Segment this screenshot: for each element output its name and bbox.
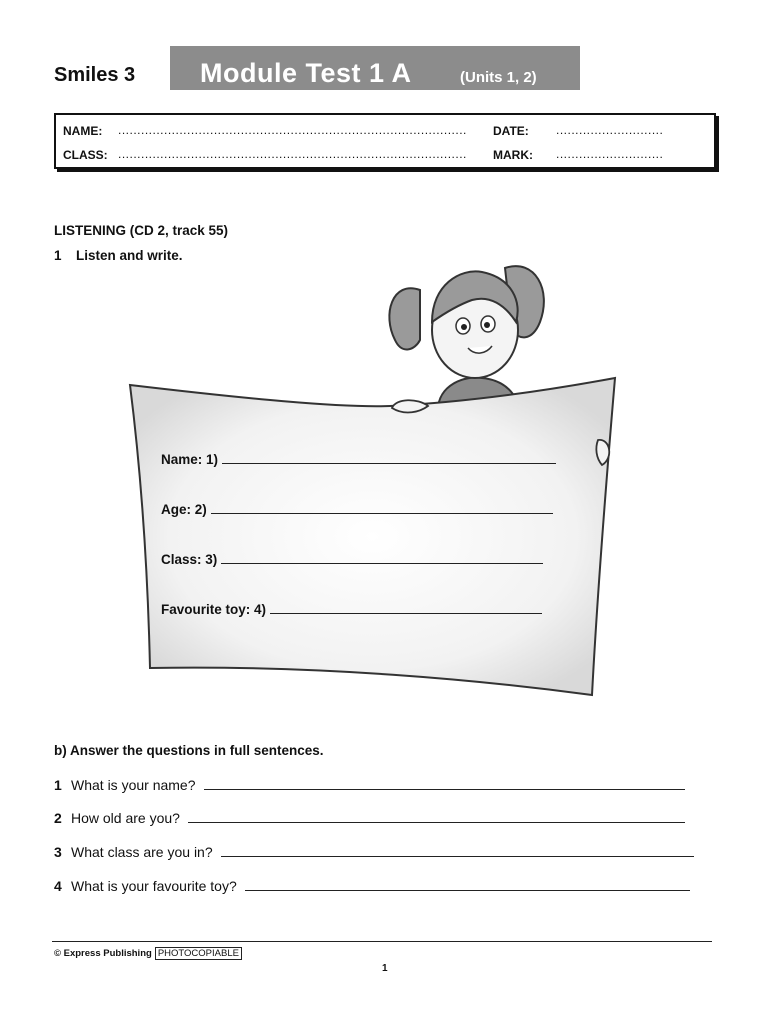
page-number: 1 bbox=[382, 963, 388, 974]
girl-holding-poster-illustration bbox=[120, 260, 630, 710]
poster-field-name bbox=[161, 451, 556, 467]
question-number: 4 bbox=[54, 878, 62, 894]
mark-label: MARK: bbox=[493, 148, 533, 162]
question-text: What is your favourite toy? bbox=[71, 878, 237, 894]
question-3 bbox=[54, 844, 694, 860]
question-4 bbox=[54, 878, 690, 894]
photocopiable-badge: PHOTOCOPIABLE bbox=[155, 947, 242, 960]
question-text: How old are you? bbox=[71, 810, 180, 826]
question-number: 3 bbox=[54, 844, 62, 860]
task-instruction: Listen and write. bbox=[76, 248, 183, 263]
class-label: CLASS: bbox=[63, 148, 108, 162]
test-units: (Units 1, 2) bbox=[460, 69, 537, 86]
answer-line[interactable] bbox=[221, 844, 694, 857]
poster-field-label: Name: 1) bbox=[161, 452, 219, 467]
question-text: What class are you in? bbox=[71, 844, 213, 860]
name-field[interactable]: ........................................................................................... bbox=[118, 123, 467, 137]
poster-field-label: Age: 2) bbox=[161, 502, 207, 517]
poster-field-age bbox=[161, 501, 553, 517]
answer-line[interactable] bbox=[222, 451, 556, 464]
answer-line[interactable] bbox=[188, 810, 685, 823]
student-info-box bbox=[54, 113, 716, 169]
answer-line[interactable] bbox=[270, 601, 542, 614]
answer-line[interactable] bbox=[245, 878, 690, 891]
footer bbox=[54, 948, 242, 959]
test-title: Module Test 1 A bbox=[200, 58, 412, 88]
question-1 bbox=[54, 777, 685, 793]
part-b-title: b) Answer the questions in full sentences. bbox=[54, 743, 324, 758]
series-title: Smiles 3 bbox=[54, 64, 136, 86]
mark-field[interactable]: ............................ bbox=[556, 147, 664, 161]
poster-field-label: Class: 3) bbox=[161, 552, 218, 567]
date-label: DATE: bbox=[493, 124, 529, 138]
poster-field-class bbox=[161, 551, 543, 567]
poster-field-toy bbox=[161, 601, 542, 617]
question-number: 2 bbox=[54, 810, 62, 826]
publisher-credit: © Express Publishing bbox=[54, 948, 152, 959]
question-number: 1 bbox=[54, 777, 62, 793]
question-2 bbox=[54, 810, 685, 826]
answer-line[interactable] bbox=[204, 777, 685, 790]
footer-rule bbox=[52, 941, 712, 942]
class-field[interactable]: ........................................................................................... bbox=[118, 147, 467, 161]
listening-section-title: LISTENING (CD 2, track 55) bbox=[54, 223, 229, 238]
name-label: NAME: bbox=[63, 124, 103, 138]
answer-line[interactable] bbox=[221, 551, 543, 564]
answer-line[interactable] bbox=[211, 501, 553, 514]
date-field[interactable]: ............................ bbox=[556, 123, 664, 137]
question-text: What is your name? bbox=[71, 777, 196, 793]
poster-field-label: Favourite toy: 4) bbox=[161, 602, 267, 617]
task-number: 1 bbox=[54, 248, 62, 263]
